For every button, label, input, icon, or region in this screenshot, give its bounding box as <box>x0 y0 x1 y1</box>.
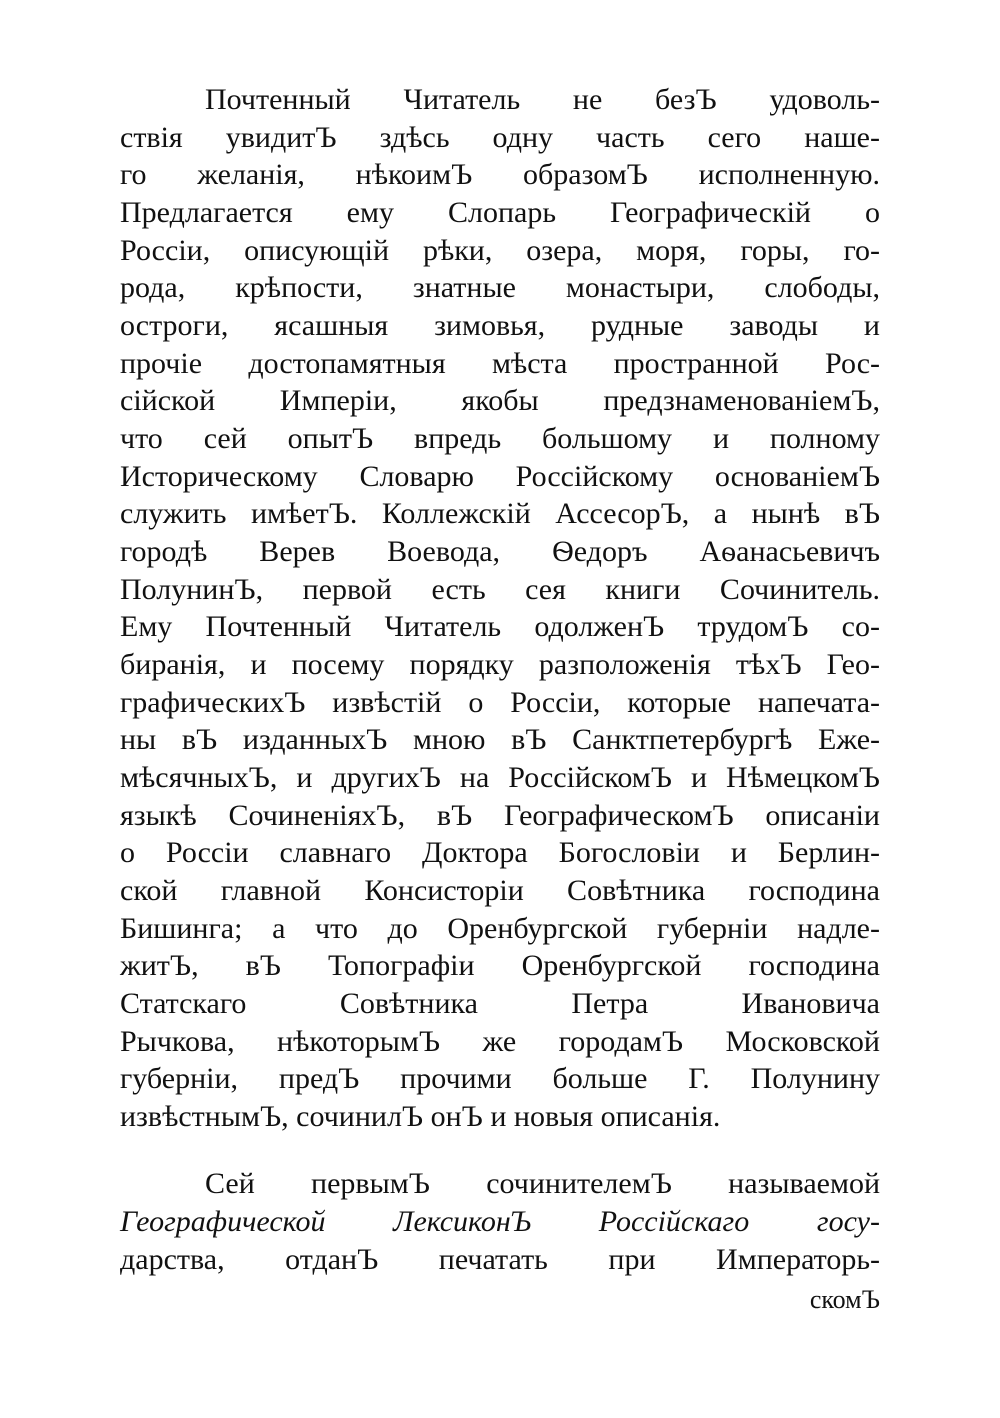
text-line: Бишинга; а что до Оренбургской губерніи надле- <box>120 912 880 945</box>
text-line: служить имѣетЪ. Коллежскій АссесорЪ, а нынѣ вЪ <box>120 497 880 530</box>
text-line: остроги, ясашныя зимовья, рудные заводы и <box>120 309 880 342</box>
text-line: губерніи, предЪ прочими больше Г. Полунину <box>120 1062 880 1095</box>
text-line: ской главной Консисторіи Совѣтника господина <box>120 874 880 907</box>
text-line: го желанія, нѣкоимЪ образомЪ исполненную. <box>120 158 880 191</box>
text-line: прочіе достопамятныя мѣста пространной Рос- <box>120 347 880 380</box>
text-line: Рычкова, нѣкоторымЪ же городамЪ Московской <box>120 1025 880 1058</box>
text-line: Историческому Словарю Россійскому основаніемЪ <box>120 460 880 493</box>
text-line: мѣсячныхЪ, и другихЪ на РоссійскомЪ и НѣмецкомЪ <box>120 761 880 794</box>
text-line: Россіи, описующій рѣки, озера, моря, горы, го- <box>120 234 880 267</box>
text-line: Ему Почтенный Читатель одолженЪ трудомЪ со- <box>120 610 880 643</box>
text-line: городѣ Верев Воевода, Ѳедоръ Аѳанасьевичъ <box>120 535 880 568</box>
text-line: извѣстнымЪ, сочинилЪ онЪ и новыя описанія. <box>120 1100 721 1133</box>
text-line: графическихЪ извѣстій о Россіи, которые напечата- <box>120 686 880 719</box>
text-line: Почтенный Читатель не безЪ удоволь- <box>205 83 880 116</box>
text-line: сійской Имперіи, якобы предзнаменованіемЪ, <box>120 384 880 417</box>
text-line: рода, крѣпости, знатные монастыри, слободы, <box>120 271 880 304</box>
text-line: Статскаго Совѣтника Петра Ивановича <box>120 987 880 1020</box>
text-line: ствія увидитЪ здѣсь одну часть сего наше- <box>120 121 880 154</box>
text-line: ПолунинЪ, первой есть сея книги Сочинитель. <box>120 573 880 606</box>
catchword: скомЪ <box>809 1285 880 1314</box>
text-line: биранія, и посему порядку разположенія тѣхЪ Гео- <box>120 648 880 681</box>
text-line: ны вЪ изданныхЪ мною вЪ Санктпетербургѣ Еже- <box>120 723 880 756</box>
text-line: дарства, отданЪ печатать при Императорь- <box>120 1243 880 1276</box>
text-line: Предлагается ему Слопарь Географическій о <box>120 196 880 229</box>
text-line: языкѣ СочиненіяхЪ, вЪ ГеографическомЪ описаніи <box>120 799 880 832</box>
text-line: о Россіи славнаго Доктора Богословіи и Берлин- <box>120 836 880 869</box>
text-line: что сей опытЪ впредь большому и полному <box>120 422 880 455</box>
text-line: Сей первымЪ сочинителемЪ называемой <box>205 1167 880 1200</box>
text-line: Географической ЛексиконЪ Россійскаго госу- <box>120 1205 880 1238</box>
text-line: житЪ, вЪ Топографіи Оренбургской господина <box>120 949 880 982</box>
